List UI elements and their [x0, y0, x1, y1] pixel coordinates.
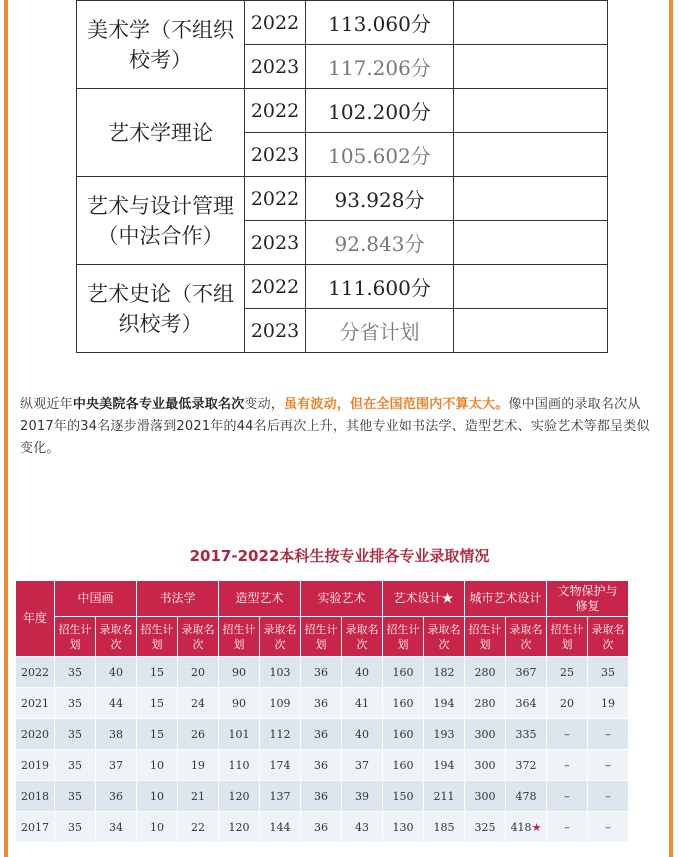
data-cell: –: [588, 812, 628, 842]
data-cell: 36: [301, 657, 341, 687]
score-blank-cell: [454, 133, 608, 177]
data-cell: 36: [96, 781, 136, 811]
data-cell: 35: [55, 750, 95, 780]
data-cell: 300: [465, 750, 505, 780]
row-year-cell: 2018: [16, 781, 54, 811]
data-cell: –: [547, 719, 587, 749]
data-cell: 22: [178, 812, 218, 842]
header-rank: 录取名 次: [178, 617, 218, 656]
data-cell: 120: [219, 812, 259, 842]
data-cell: –: [588, 781, 628, 811]
data-cell: 35: [55, 657, 95, 687]
data-cell: 109: [260, 688, 300, 718]
header-plan: 招生计 划: [301, 617, 341, 656]
table-row: [16, 812, 628, 842]
data-cell: 38: [96, 719, 136, 749]
header-rank: 录取名 次: [342, 617, 382, 656]
data-cell: 19: [588, 688, 628, 718]
score-row: [77, 89, 608, 133]
data-cell: –: [547, 750, 587, 780]
data-cell: 24: [178, 688, 218, 718]
table-row: [16, 688, 628, 718]
row-year-cell: 2017: [16, 812, 54, 842]
data-cell: 150: [383, 781, 423, 811]
right-orange-border: [669, 0, 673, 857]
header-plan: 招生计 划: [465, 617, 505, 656]
data-cell: 90: [219, 688, 259, 718]
data-cell: 36: [301, 781, 341, 811]
header-group: 书法学: [137, 581, 218, 616]
score-year-cell: 2022: [245, 1, 306, 45]
data-cell: 19: [178, 750, 218, 780]
data-cell: 36: [301, 688, 341, 718]
data-cell: –: [547, 812, 587, 842]
header-group: 中国画: [55, 581, 136, 616]
data-cell: 35: [588, 657, 628, 687]
data-cell: 185: [424, 812, 464, 842]
score-year-cell: 2023: [245, 133, 306, 177]
score-value-cell: 分省计划: [306, 309, 454, 353]
header-rank: 录取名 次: [588, 617, 628, 656]
header-rank: 录取名 次: [260, 617, 300, 656]
score-value-cell: 92.843分: [306, 221, 454, 265]
data-cell: 194: [424, 688, 464, 718]
data-cell: 10: [137, 750, 177, 780]
score-value-cell: 111.600分: [306, 265, 454, 309]
para-highlight-text: 虽有波动，但在全国范围内不算太大。: [284, 397, 509, 412]
data-cell: 36: [301, 750, 341, 780]
data-cell: –: [547, 781, 587, 811]
score-row: [77, 1, 608, 45]
score-value-cell: 105.602分: [306, 133, 454, 177]
data-cell: 10: [137, 812, 177, 842]
data-cell: 37: [342, 750, 382, 780]
chart-title: 2017-2022本科生按专业排各专业录取情况: [189, 547, 490, 565]
data-cell: 101: [219, 719, 259, 749]
table-row: [16, 657, 628, 687]
data-cell: 182: [424, 657, 464, 687]
data-cell: 372: [506, 750, 546, 780]
data-cell: 15: [137, 688, 177, 718]
header-plan: 招生计 划: [219, 617, 259, 656]
data-cell: 37: [96, 750, 136, 780]
data-cell: 34: [96, 812, 136, 842]
data-cell: 20: [547, 688, 587, 718]
data-cell: 160: [383, 657, 423, 687]
data-cell: –: [588, 750, 628, 780]
left-orange-border: [4, 0, 8, 857]
header-plan: 招生计 划: [383, 617, 423, 656]
score-blank-cell: [454, 221, 608, 265]
data-cell: 364: [506, 688, 546, 718]
header-row-groups: [16, 581, 628, 616]
header-row-sub: [16, 617, 628, 656]
data-cell: 26: [178, 719, 218, 749]
score-value-cell: 113.060分: [306, 1, 454, 45]
data-cell: 160: [383, 750, 423, 780]
data-cell: 35: [55, 688, 95, 718]
para-text-1: 纵观近年: [20, 397, 73, 412]
para-bold-text: 中央美院各专业最低录取名次: [72, 397, 245, 412]
header-plan: 招生计 划: [137, 617, 177, 656]
table-row: [16, 719, 628, 749]
score-blank-cell: [454, 177, 608, 221]
score-year-cell: 2022: [245, 89, 306, 133]
data-cell: 160: [383, 688, 423, 718]
data-cell: 20: [178, 657, 218, 687]
table-row: [16, 781, 628, 811]
header-group: 造型艺术: [219, 581, 300, 616]
data-cell: 211: [424, 781, 464, 811]
data-cell: 335: [506, 719, 546, 749]
analysis-paragraph: [20, 394, 662, 460]
data-cell: 39: [342, 781, 382, 811]
data-cell: 35: [55, 812, 95, 842]
data-cell: 36: [301, 812, 341, 842]
data-cell: 478: [506, 781, 546, 811]
para-text-3: 像中国画的录取名次从2017年的34名逐步滑落到2021年的44名后再次上升，其他专业如书法学、造型艺术、实验艺术等都呈类似变化。: [20, 397, 650, 456]
header-rank: 录取名 次: [96, 617, 136, 656]
data-cell: 90: [219, 657, 259, 687]
table-row: [16, 750, 628, 780]
data-cell: 325: [465, 812, 505, 842]
data-cell: 110: [219, 750, 259, 780]
data-cell: 40: [342, 657, 382, 687]
score-blank-cell: [454, 1, 608, 45]
data-cell: 300: [465, 781, 505, 811]
data-cell: 40: [96, 657, 136, 687]
score-year-cell: 2023: [245, 221, 306, 265]
data-cell: 35: [55, 781, 95, 811]
data-cell: 194: [424, 750, 464, 780]
data-cell: 44: [96, 688, 136, 718]
para-text-2: 变动，: [244, 397, 285, 412]
score-value-cell: 102.200分: [306, 89, 454, 133]
score-year-cell: 2022: [245, 177, 306, 221]
data-cell: 21: [178, 781, 218, 811]
score-blank-cell: [454, 45, 608, 89]
row-year-cell: 2021: [16, 688, 54, 718]
data-cell: 280: [465, 657, 505, 687]
data-cell: 35: [55, 719, 95, 749]
data-cell: 36: [301, 719, 341, 749]
header-rank: 录取名 次: [506, 617, 546, 656]
header-year: 年度: [16, 581, 54, 656]
header-group: 实验艺术: [301, 581, 382, 616]
score-blank-cell: [454, 265, 608, 309]
major-name-cell: 艺术史论（不组 织校考）: [77, 265, 245, 353]
row-year-cell: 2019: [16, 750, 54, 780]
data-cell: 15: [137, 657, 177, 687]
header-group: 文物保护与 修复: [547, 581, 628, 616]
data-cell: 160: [383, 719, 423, 749]
data-cell: 15: [137, 719, 177, 749]
major-name-cell: 艺术与设计管理 （中法合作）: [77, 177, 245, 265]
data-cell: 41: [342, 688, 382, 718]
data-cell: 120: [219, 781, 259, 811]
header-rank: 录取名次: [424, 617, 464, 656]
major-name-cell: 艺术学理论: [77, 89, 245, 177]
data-cell: 193: [424, 719, 464, 749]
row-year-cell: 2022: [16, 657, 54, 687]
header-plan: 招生计 划: [547, 617, 587, 656]
header-plan: 招生计 划: [55, 617, 95, 656]
row-year-cell: 2020: [16, 719, 54, 749]
data-cell: 174: [260, 750, 300, 780]
header-group: 城市艺术设计: [465, 581, 546, 616]
data-cell: 43: [342, 812, 382, 842]
score-blank-cell: [454, 309, 608, 353]
data-cell: 112: [260, 719, 300, 749]
score-year-cell: 2022: [245, 265, 306, 309]
data-cell: 130: [383, 812, 423, 842]
score-table: [76, 0, 608, 353]
data-cell: 40: [342, 719, 382, 749]
ranking-table: [15, 580, 629, 843]
score-row: [77, 265, 608, 309]
data-cell: 10: [137, 781, 177, 811]
score-value-cell: 117.206分: [306, 45, 454, 89]
data-cell: 367: [506, 657, 546, 687]
score-year-cell: 2023: [245, 309, 306, 353]
data-cell: 137: [260, 781, 300, 811]
data-cell: 300: [465, 719, 505, 749]
data-cell: –: [588, 719, 628, 749]
data-cell: 418★: [506, 812, 546, 842]
major-name-cell: 美术学（不组织 校考）: [77, 1, 245, 89]
score-blank-cell: [454, 89, 608, 133]
star-mark: ★: [531, 820, 542, 834]
data-cell: 103: [260, 657, 300, 687]
score-year-cell: 2023: [245, 45, 306, 89]
score-value-cell: 93.928分: [306, 177, 454, 221]
header-group: 艺术设计★: [383, 581, 464, 616]
data-cell: 25: [547, 657, 587, 687]
data-cell: 280: [465, 688, 505, 718]
score-row: [77, 177, 608, 221]
data-cell: 144: [260, 812, 300, 842]
